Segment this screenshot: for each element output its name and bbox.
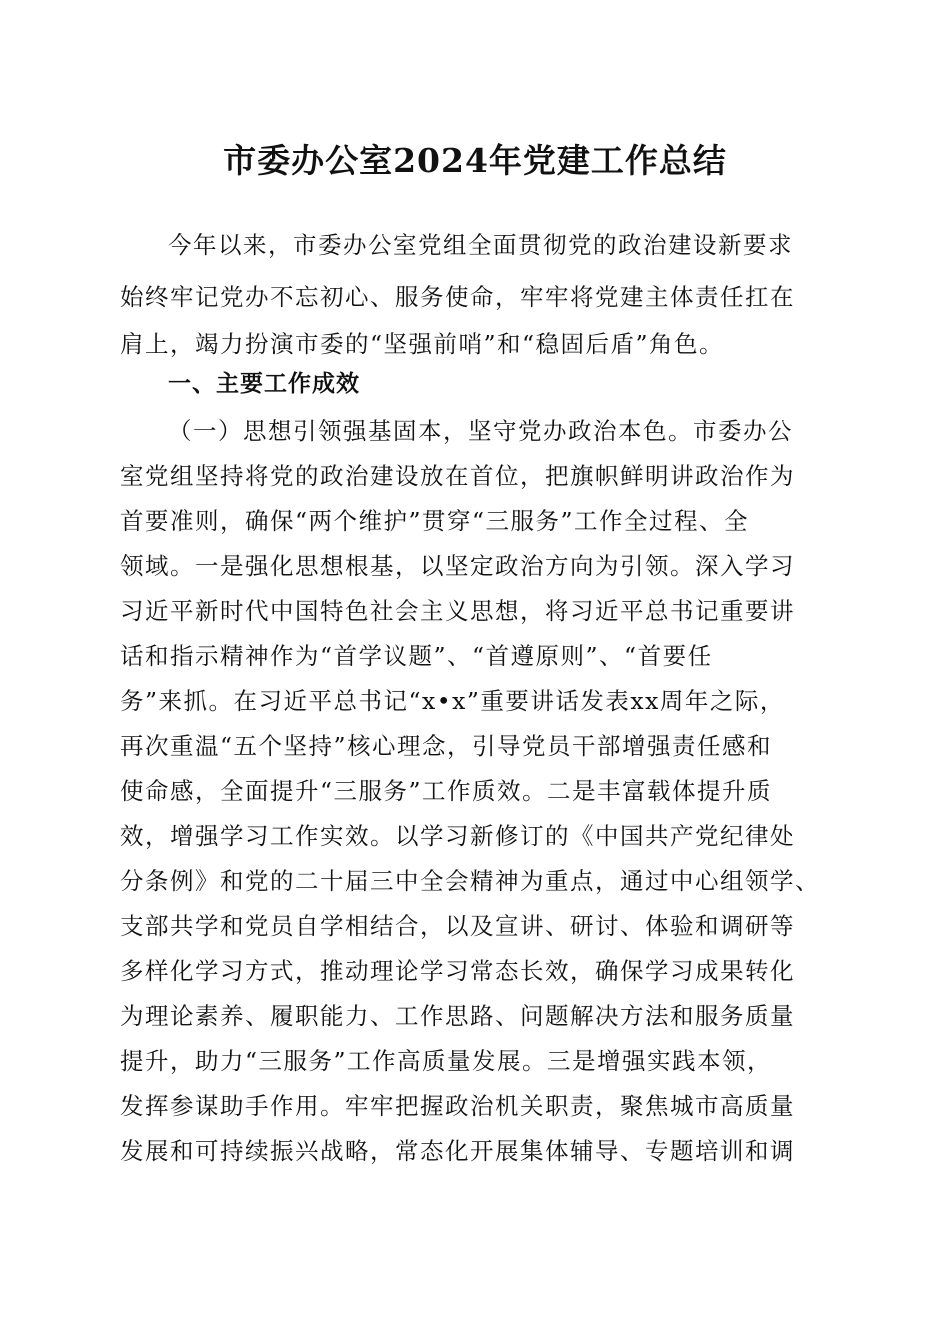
paragraph-line: 为理论素养、履职能力、工作思路、问题解决方法和服务质量 (120, 1002, 795, 1030)
paragraph-line: （一）思想引领强基固本，坚守党办政治本色。市委办公 (168, 417, 793, 445)
paragraph-line: 始终牢记党办不忘初心、服务使命，牢牢将党建主体责任扛在 (120, 283, 795, 311)
paragraph-line: 话和指示精神作为“首学议题”、“首遵原则”、“首要任 (120, 642, 713, 670)
paragraph-line: 务”来抓。在习近平总书记“x•x”重要讲话发表xx周年之际， (120, 687, 785, 715)
section-heading: 一、主要工作成效 (168, 371, 360, 397)
paragraph-line: 发挥参谋助手作用。牢牢把握政治机关职责，聚焦城市高质量 (120, 1092, 795, 1120)
paragraph-line: 多样化学习方式，推动理论学习常态长效，确保学习成果转化 (120, 957, 795, 985)
paragraph-line: 效，增强学习工作实效。以学习新修订的《中国共产党纪律处 (120, 822, 795, 850)
paragraph-line: 发展和可持续振兴战略，常态化开展集体辅导、专题培训和调 (120, 1137, 795, 1165)
paragraph-line: 再次重温“五个坚持”核心理念，引导党员干部增强责任感和 (120, 732, 773, 760)
paragraph-line: 室党组坚持将党的政治建设放在首位，把旗帜鲜明讲政治作为 (120, 462, 795, 490)
paragraph-line: 习近平新时代中国特色社会主义思想，将习近平总书记重要讲 (120, 597, 795, 625)
paragraph-line: 领域。一是强化思想根基，以坚定政治方向为引领。深入学习 (120, 552, 795, 580)
paragraph-line: 肩上，竭力扮演市委的“坚强前哨”和“稳固后盾”角色。 (120, 330, 725, 358)
paragraph-line: 提升，助力“三服务”工作高质量发展。三是增强实践本领， (120, 1047, 773, 1075)
paragraph-line: 今年以来，市委办公室党组全面贯彻党的政治建设新要求 (168, 231, 793, 259)
paragraph-line: 分条例》和党的二十届三中全会精神为重点，通过中心组领学、 (120, 867, 820, 895)
paragraph-line: 支部共学和党员自学相结合，以及宣讲、研讨、体验和调研等 (120, 912, 795, 940)
paragraph-line: 使命感，全面提升“三服务”工作质效。二是丰富载体提升质 (120, 777, 773, 805)
document-title: 市委办公室2024年党建工作总结 (223, 141, 727, 180)
paragraph-line: 首要准则，确保“两个维护”贯穿“三服务”工作全过程、全 (120, 507, 750, 535)
